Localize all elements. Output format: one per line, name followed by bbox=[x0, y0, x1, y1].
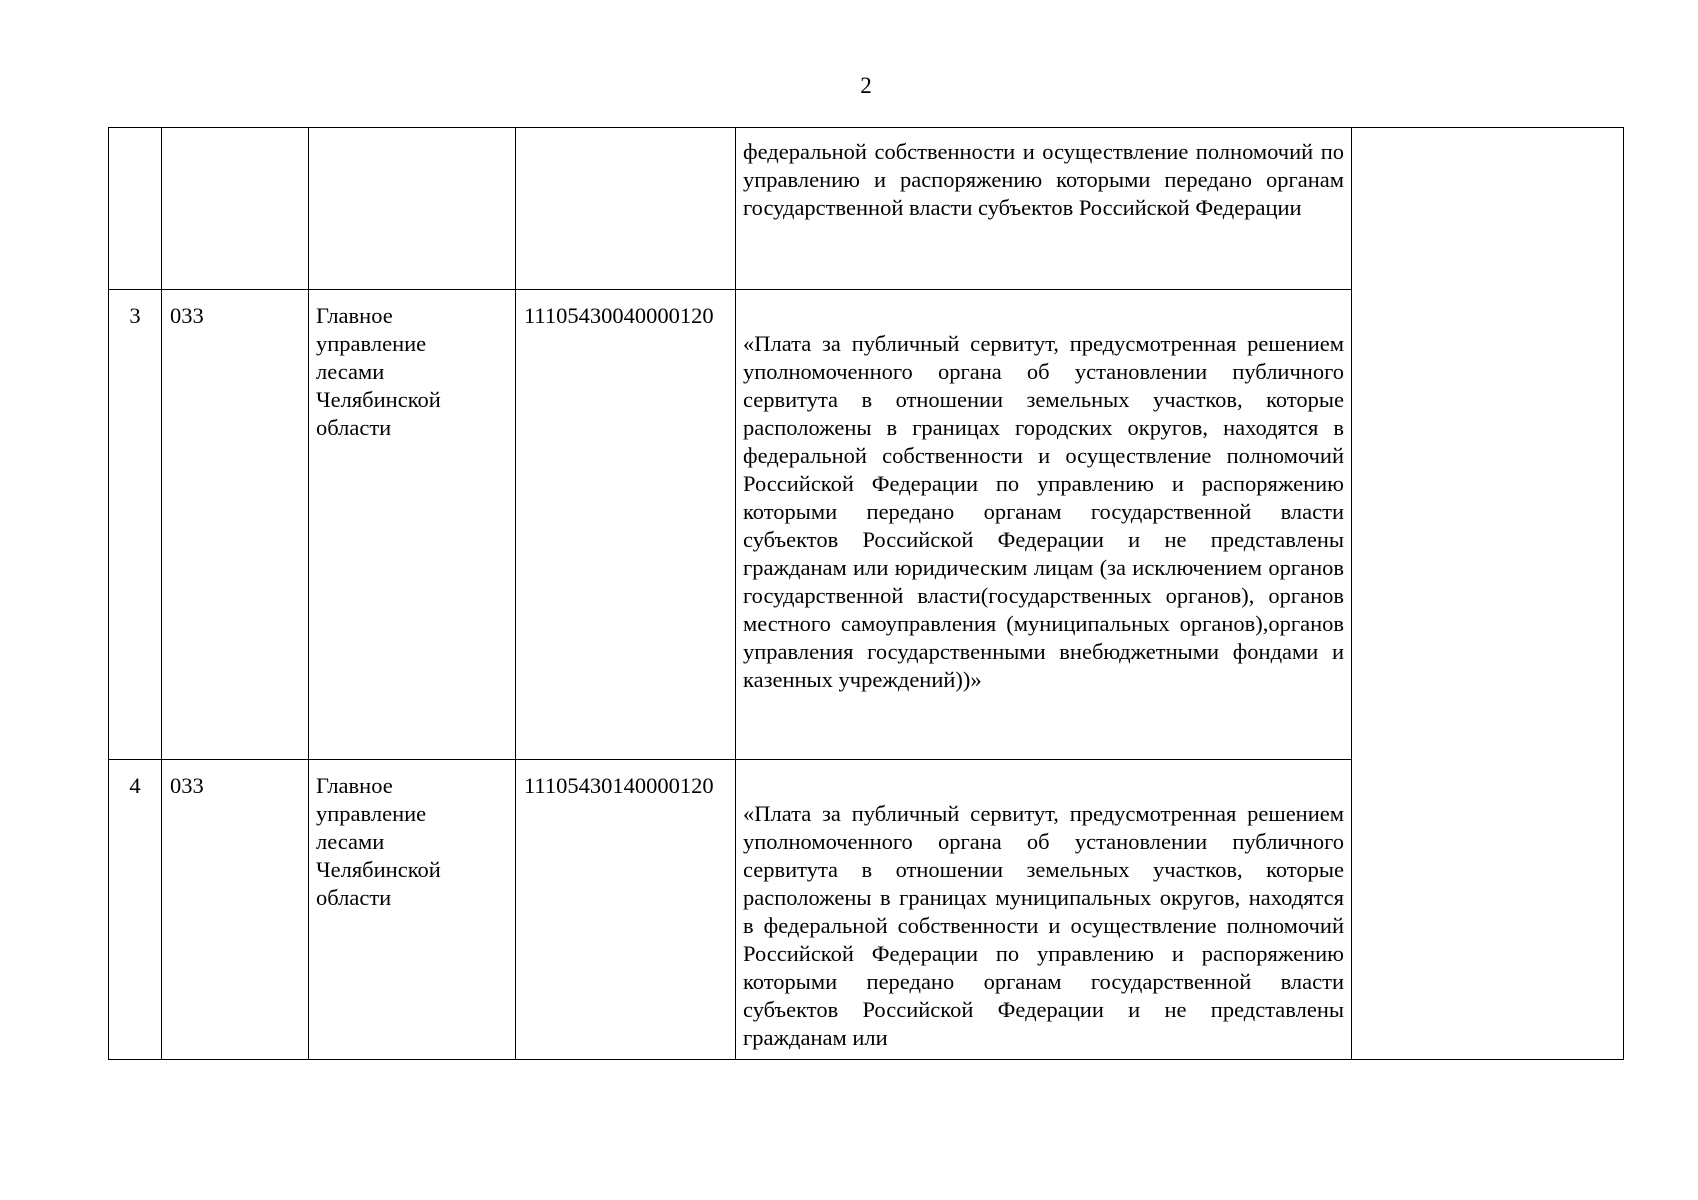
admin-code-cell bbox=[162, 128, 309, 290]
organization-cell bbox=[309, 128, 516, 290]
organization-line: управление bbox=[316, 801, 427, 826]
admin-code-cell: 033 bbox=[162, 290, 309, 760]
row-number-cell: 3 bbox=[109, 290, 162, 760]
description-cell: «Плата за публичный сервитут, предусмотренная решением уполномоченного органа об установлении публичного сервитута в отношении земельных участков, которые расположены в границах муниципальных округов, находятся в федеральной собственности и осуществление полномочий Российской Федерации по управлению и распоряжению которыми передано органам государственной власти субъектов Российской Федерации и не представлены гражданам или bbox=[736, 760, 1352, 1060]
organization-line: управление bbox=[316, 331, 427, 356]
description-cell: федеральной собственности и осуществление полномочий по управлению и распоряжению которыми передано органам государственной власти субъектов Российской Федерации bbox=[736, 128, 1352, 290]
organization-line: лесами bbox=[316, 359, 385, 384]
notes-cell bbox=[1352, 128, 1624, 1060]
budget-code-cell bbox=[516, 128, 736, 290]
page-number: 2 bbox=[860, 73, 872, 98]
organization-line: Главное bbox=[316, 773, 393, 798]
organization-line: области bbox=[316, 415, 392, 440]
organization-line: области bbox=[316, 885, 392, 910]
row-number-cell: 4 bbox=[109, 760, 162, 1060]
table-row bbox=[109, 128, 1624, 290]
organization-line: лесами bbox=[316, 829, 385, 854]
description-cell: «Плата за публичный сервитут, предусмотренная решением уполномоченного органа об установлении публичного сервитута в отношении земельных участков, которые расположены в границах городских округов, находятся в федеральной собственности и осуществление полномочий Российской Федерации по управлению и распоряжению которыми передано органам государственной власти субъектов Российской Федерации и не представлены гражданам или юридическим лицам (за исключением органов государственной власти(государственных органов), органов местного самоуправления (муниципальных органов),органов управления государственными внебюджетными фондами и казенных учреждений))» bbox=[736, 290, 1352, 760]
budget-code-cell: 11105430140000120 bbox=[516, 760, 736, 1060]
organization-cell bbox=[309, 760, 516, 1060]
budget-codes-table bbox=[108, 127, 1624, 1060]
row-number-cell bbox=[109, 128, 162, 290]
budget-code-cell: 11105430040000120 bbox=[516, 290, 736, 760]
organization-cell bbox=[309, 290, 516, 760]
admin-code-cell: 033 bbox=[162, 760, 309, 1060]
organization-line: Челябинской bbox=[316, 857, 441, 882]
organization-line: Главное bbox=[316, 303, 393, 328]
organization-line: Челябинской bbox=[316, 387, 441, 412]
